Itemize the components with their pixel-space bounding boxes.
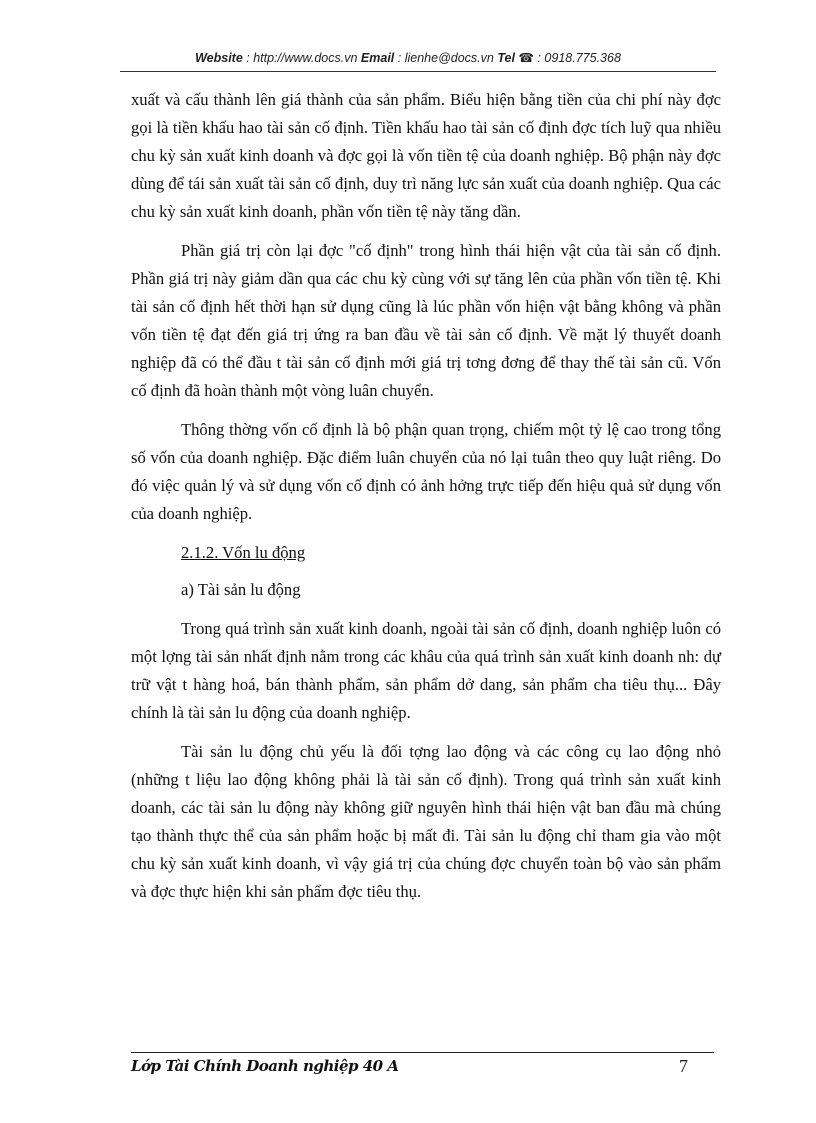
page-body: [131, 86, 721, 917]
footer-divider: [131, 1052, 714, 1053]
tel-value: : 0918.775.368: [537, 51, 621, 65]
page-header: [0, 50, 816, 65]
website-label: Website: [195, 51, 243, 65]
subsection-heading: a) Tài sản lu động: [181, 580, 301, 599]
paragraph-4: Trong quá trình sản xuất kinh doanh, ngoài tài sản cố định, doanh nghiệp luôn có một lợng tài sản nhất định nằm trong các khâu của quá trình sản xuất kinh doanh nh: dự trữ vật t hàng hoá, bán thành phẩm, sản phẩm dở dang, sản phẩm cha tiêu thụ... Đây chính là tài sản lu động của doanh nghiệp.: [131, 619, 721, 722]
header-divider: [120, 71, 716, 72]
website-value: : http://www.docs.vn: [246, 51, 358, 65]
section-heading: 2.1.2. Vốn lu động: [181, 543, 306, 562]
paragraph-3: Thông thờng vốn cố định là bộ phận quan trọng, chiếm một tỷ lệ cao trong tổng số vốn của doanh nghiệp. Đặc điểm luân chuyển của nó lại tuân theo quy luật riêng. Do đó việc quản lý và sử dụng vốn cố định có ảnh hởng trực tiếp đến hiệu quả sử dụng vốn của doanh nghiệp.: [131, 420, 721, 523]
paragraph-2: Phần giá trị còn lại đợc "cố định" trong hình thái hiện vật của tài sản cố định. Phần giá trị này giảm dần qua các chu kỳ cùng với sự tăng lên của phần vốn tiền tệ. Khi tài sản cố định hết thời hạn sử dụng cũng là lúc phần vốn hiện vật bằng không và phần vốn tiền tệ đạt đến giá trị ứng ra ban đầu về tài sản cố định. Về mặt lý thuyết doanh nghiệp đã có thể đầu t tài sản cố định mới giá trị tơng đơng để thay thế tài sản cũ. Vốn cố định đã hoàn thành một vòng luân chuyển.: [131, 241, 721, 400]
email-label: Email: [360, 51, 395, 65]
tel-label: Tel: [497, 51, 515, 65]
email-value: : lienhe@docs.vn: [397, 51, 494, 65]
paragraph-1: xuất và cấu thành lên giá thành của sản phẩm. Biểu hiện bằng tiền của chi phí này đợc gọi là tiền khấu hao tài sản cố định. Tiền khấu hao tài sản cố định đợc tích luỹ qua nhiều chu kỳ sản xuất kinh doanh và đợc gọi là vốn tiền tệ của doanh nghiệp. Bộ phận này đợc dùng để tái sản xuất tài sản cố định, duy trì năng lực sản xuất của doanh nghiệp. Qua các chu kỳ sản xuất kinh doanh, phần vốn tiền tệ này tăng dần.: [131, 90, 721, 221]
page-number: 7: [679, 1056, 688, 1076]
footer-class-title: Lớp Tài Chính Doanh nghiệp 40 A: [131, 1057, 399, 1075]
paragraph-5: Tài sản lu động chủ yếu là đối tợng lao động và các công cụ lao động nhỏ (những t liệu lao động không phải là tài sản cố định). Trong quá trình sản xuất kinh doanh, các tài sản lu động này không giữ nguyên hình thái hiện vật ban đầu mà chúng tạo thành thực thể của sản phẩm hoặc bị mất đi. Tài sản lu động chỉ tham gia vào một chu kỳ sản xuất kinh doanh, vì vậy giá trị của chúng đợc chuyển toàn bộ vào sản phẩm và đợc thực hiện khi sản phẩm đợc tiêu thụ.: [131, 742, 721, 901]
phone-icon: ☎: [518, 51, 534, 65]
